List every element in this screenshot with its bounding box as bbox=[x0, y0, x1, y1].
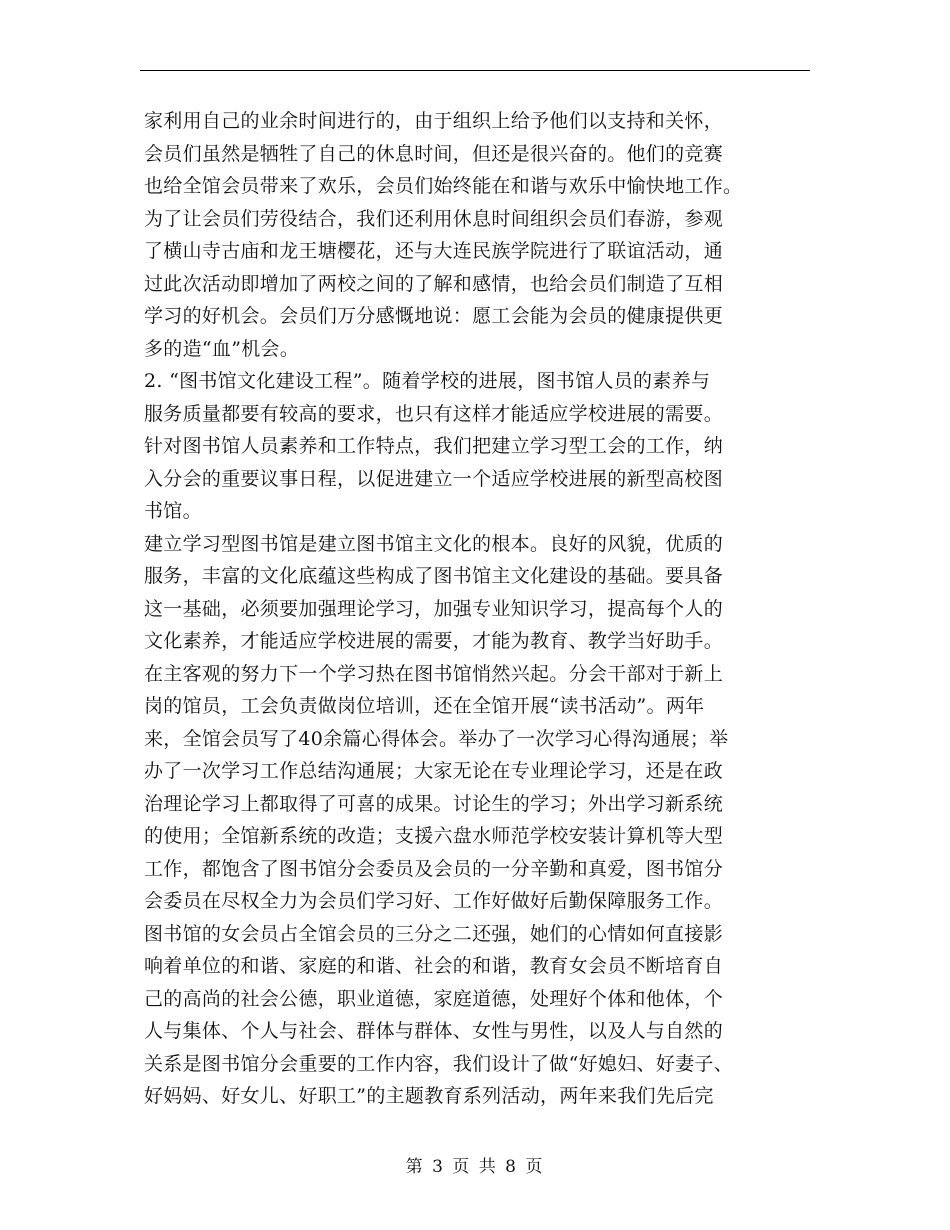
text-line: 关系是图书馆分会重要的工作内容，我们设计了做“好媳妇、好妻子、 bbox=[144, 1052, 734, 1075]
text-line: 办了一次学习工作总结沟通展；大家无论在专业理论学习，还是在政 bbox=[144, 760, 724, 782]
text-line: 人与集体、个人与社会、群体与群体、女性与男性，以及人与自然的 bbox=[144, 1020, 724, 1042]
header-rule bbox=[140, 70, 810, 71]
text-line: 治理论学习上都取得了可喜的成果。讨论生的学习；外出学习新系统 bbox=[144, 792, 724, 815]
text-line: 在主客观的努力下一个学习热在图书馆悄然兴起。分会干部对于新上 bbox=[144, 662, 724, 685]
text-line: 针对图书馆人员素养和工作特点，我们把建立学习型工会的工作，纳 bbox=[144, 435, 724, 457]
text-line: 来，全馆会员写了40余篇心得体会。举办了一次学习心得沟通展；举 bbox=[144, 727, 729, 750]
text-line: 建立学习型图书馆是建立图书馆主文化的根本。良好的风貌，优质的 bbox=[144, 532, 724, 555]
text-line: 的使用；全馆新系统的改造；支援六盘水师范学校安装计算机等大型 bbox=[144, 825, 724, 847]
text-line: 书馆。 bbox=[144, 500, 202, 522]
text-line: 家利用自己的业余时间进行的，由于组织上给予他们以支持和关怀， bbox=[144, 110, 724, 132]
text-line: 也给全馆会员带来了欢乐，会员们始终能在和谐与欢乐中愉快地工作。 bbox=[144, 175, 743, 197]
text-line: 为了让会员们劳役结合，我们还利用休息时间组织会员们春游，参观 bbox=[144, 207, 724, 230]
text-line: 入分会的重要议事日程，以促进建立一个适应学校进展的新型高校图 bbox=[144, 467, 724, 490]
text-line: 会委员在尽权全力为会员们学习好、工作好做好后勤保障服务工作。 bbox=[144, 890, 724, 912]
text-line: 图书馆的女会员占全馆会员的三分之二还强，她们的心情如何直接影 bbox=[144, 922, 724, 945]
text-line: 响着单位的和谐、家庭的和谐、社会的和谐，教育女会员不断培育自 bbox=[144, 955, 724, 977]
text-line: 会员们虽然是牺牲了自己的休息时间，但还是很兴奋的。他们的竞赛 bbox=[144, 142, 724, 165]
text-line: 学习的好机会。会员们万分感慨地说：愿工会能为会员的健康提供更 bbox=[144, 305, 724, 327]
body-text bbox=[144, 105, 824, 1113]
text-line: 文化素养，才能适应学校进展的需要，才能为教育、教学当好助手。 bbox=[144, 630, 724, 652]
text-line: 2. “图书馆文化建设工程”。随着学校的进展，图书馆人员的素养与 bbox=[144, 370, 711, 392]
text-line: 岗的馆员，工会负责做岗位培训，还在全馆开展“读书活动”。两年 bbox=[144, 695, 705, 717]
text-line: 服务，丰富的文化底蕴这些构成了图书馆主文化建设的基础。要具备 bbox=[144, 565, 724, 587]
text-line: 好妈妈、好女儿、好职工”的主题教育系列活动，两年来我们先后完 bbox=[144, 1085, 714, 1107]
page-footer: 第 3 页 共 8 页 bbox=[405, 1157, 545, 1177]
text-line: 服务质量都要有较高的要求，也只有这样才能适应学校进展的需要。 bbox=[144, 402, 724, 425]
text-line: 这一基础，必须要加强理论学习，加强专业知识学习，提高每个人的 bbox=[144, 597, 724, 620]
text-line: 过此次活动即增加了两校之间的了解和感情，也给会员们制造了互相 bbox=[144, 272, 724, 295]
text-line: 了横山寺古庙和龙王塘樱花，还与大连民族学院进行了联谊活动，通 bbox=[144, 240, 724, 262]
text-line: 多的造“血”机会。 bbox=[144, 337, 300, 360]
text-line: 己的高尚的社会公德，职业道德，家庭道德，处理好个体和他体，个 bbox=[144, 987, 724, 1010]
text-line: 工作，都饱含了图书馆分会委员及会员的一分辛勤和真爱，图书馆分 bbox=[144, 857, 724, 880]
